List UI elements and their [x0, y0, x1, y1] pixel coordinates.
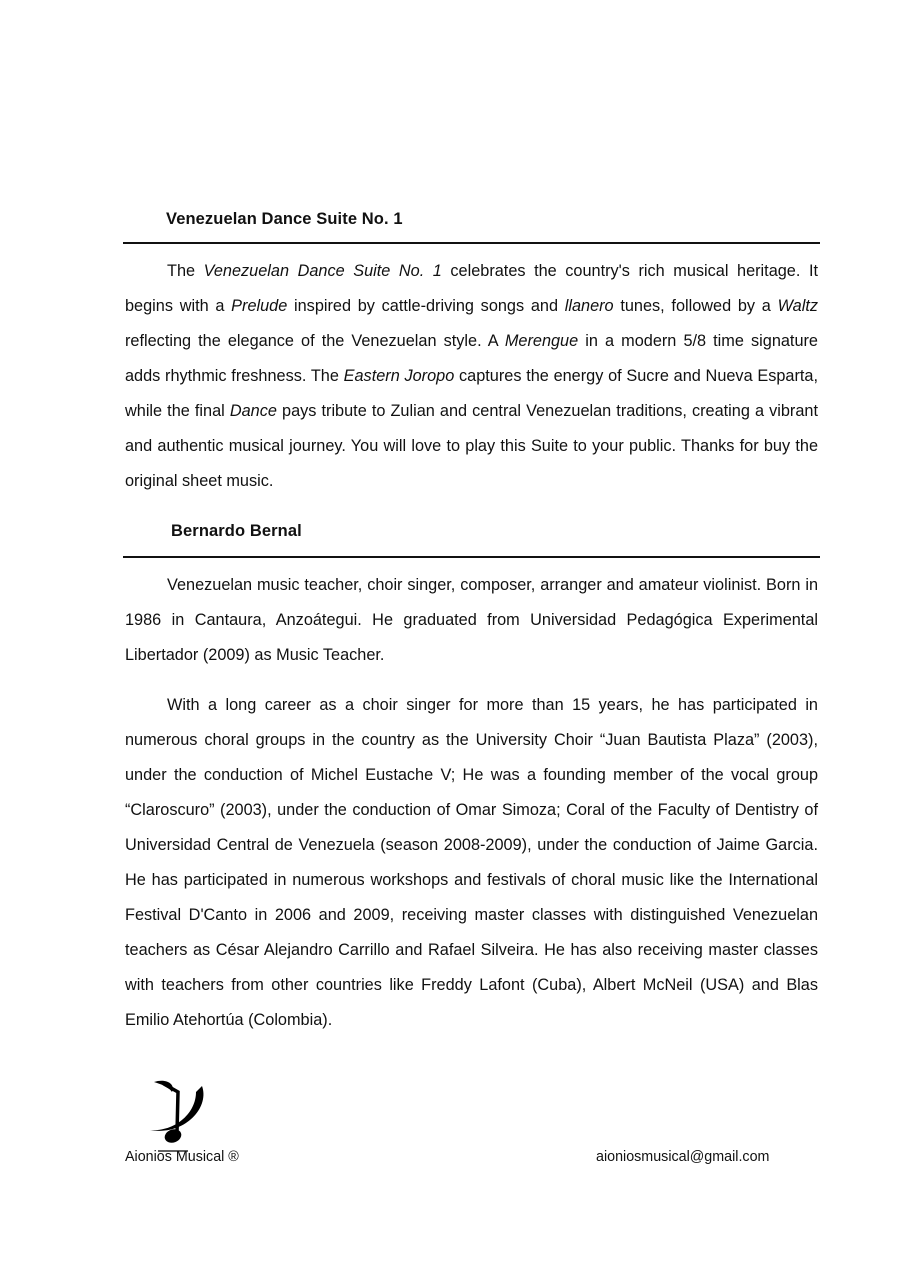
suite-heading: Venezuelan Dance Suite No. 1 [166, 210, 403, 228]
italic-term: Merengue [504, 332, 579, 350]
italic-term: llanero [564, 297, 614, 315]
bio-heading: Bernardo Bernal [171, 522, 302, 540]
footer-brand: Aionios Musical ® [125, 1149, 239, 1165]
bio-paragraph-2: With a long career as a choir singer for more than 15 years, he has participated in numerous choral groups in the country as the University Choir “Juan Bautista Plaza” (2003), under the conduction of Michel Eustache V; He was a founding member of the vocal group “Claroscuro” (2003), under the conduction of Omar Simoza; Coral of the Faculty of Dentistry of Universidad Central de Venezuela (season 2008-2009), under the conduction of Jaime Garcia. He has participated in numerous workshops and festivals of choral music like the International Festival D'Canto in 2006 and 2009, receiving master classes with distinguished Venezuelan teachers as César Alejandro Carrillo and Rafael Silveira. He has also receiving master classes with teachers from other countries like Freddy Lafont (Cuba), Albert McNeil (USA) and Blas Emilio Atehortúa (Colombia). [125, 696, 818, 1029]
bio-paragraph-1: Venezuelan music teacher, choir singer, composer, arranger and amateur violinist. Born in 1986 in Cantaura, Anzoátegui. He graduated from Universidad Pedagógica Experimental Libertador (2009) as Music Teacher. [125, 576, 818, 664]
italic-term: Venezuelan Dance Suite No. 1 [203, 262, 442, 280]
suite-description: The Venezuelan Dance Suite No. 1 celebrates the country's rich musical heritage. It begins with a Prelude inspired by cattle-driving songs and llanero tunes, followed by a Waltz reflecting the elegance of the Venezuelan style. A Merengue in a modern 5/8 time signature adds rhythmic freshness. The Eastern Joropo captures the energy of Sucre and Nueva Esparta, while the final Dance pays tribute to Zulian and central Venezuelan traditions, creating a vibrant and authentic musical journey. You will love to play this Suite to your public. Thanks for buy the original sheet music. [125, 262, 818, 490]
bio-heading-rule [123, 556, 820, 558]
suite-heading-rule [123, 242, 820, 244]
italic-term: Eastern Joropo [343, 367, 455, 385]
music-note-logo-icon [144, 1078, 210, 1154]
italic-term: Waltz [777, 297, 818, 315]
italic-term: Dance [229, 402, 277, 420]
italic-term: Prelude [231, 297, 288, 315]
footer-email: aioniosmusical@gmail.com [596, 1149, 770, 1165]
